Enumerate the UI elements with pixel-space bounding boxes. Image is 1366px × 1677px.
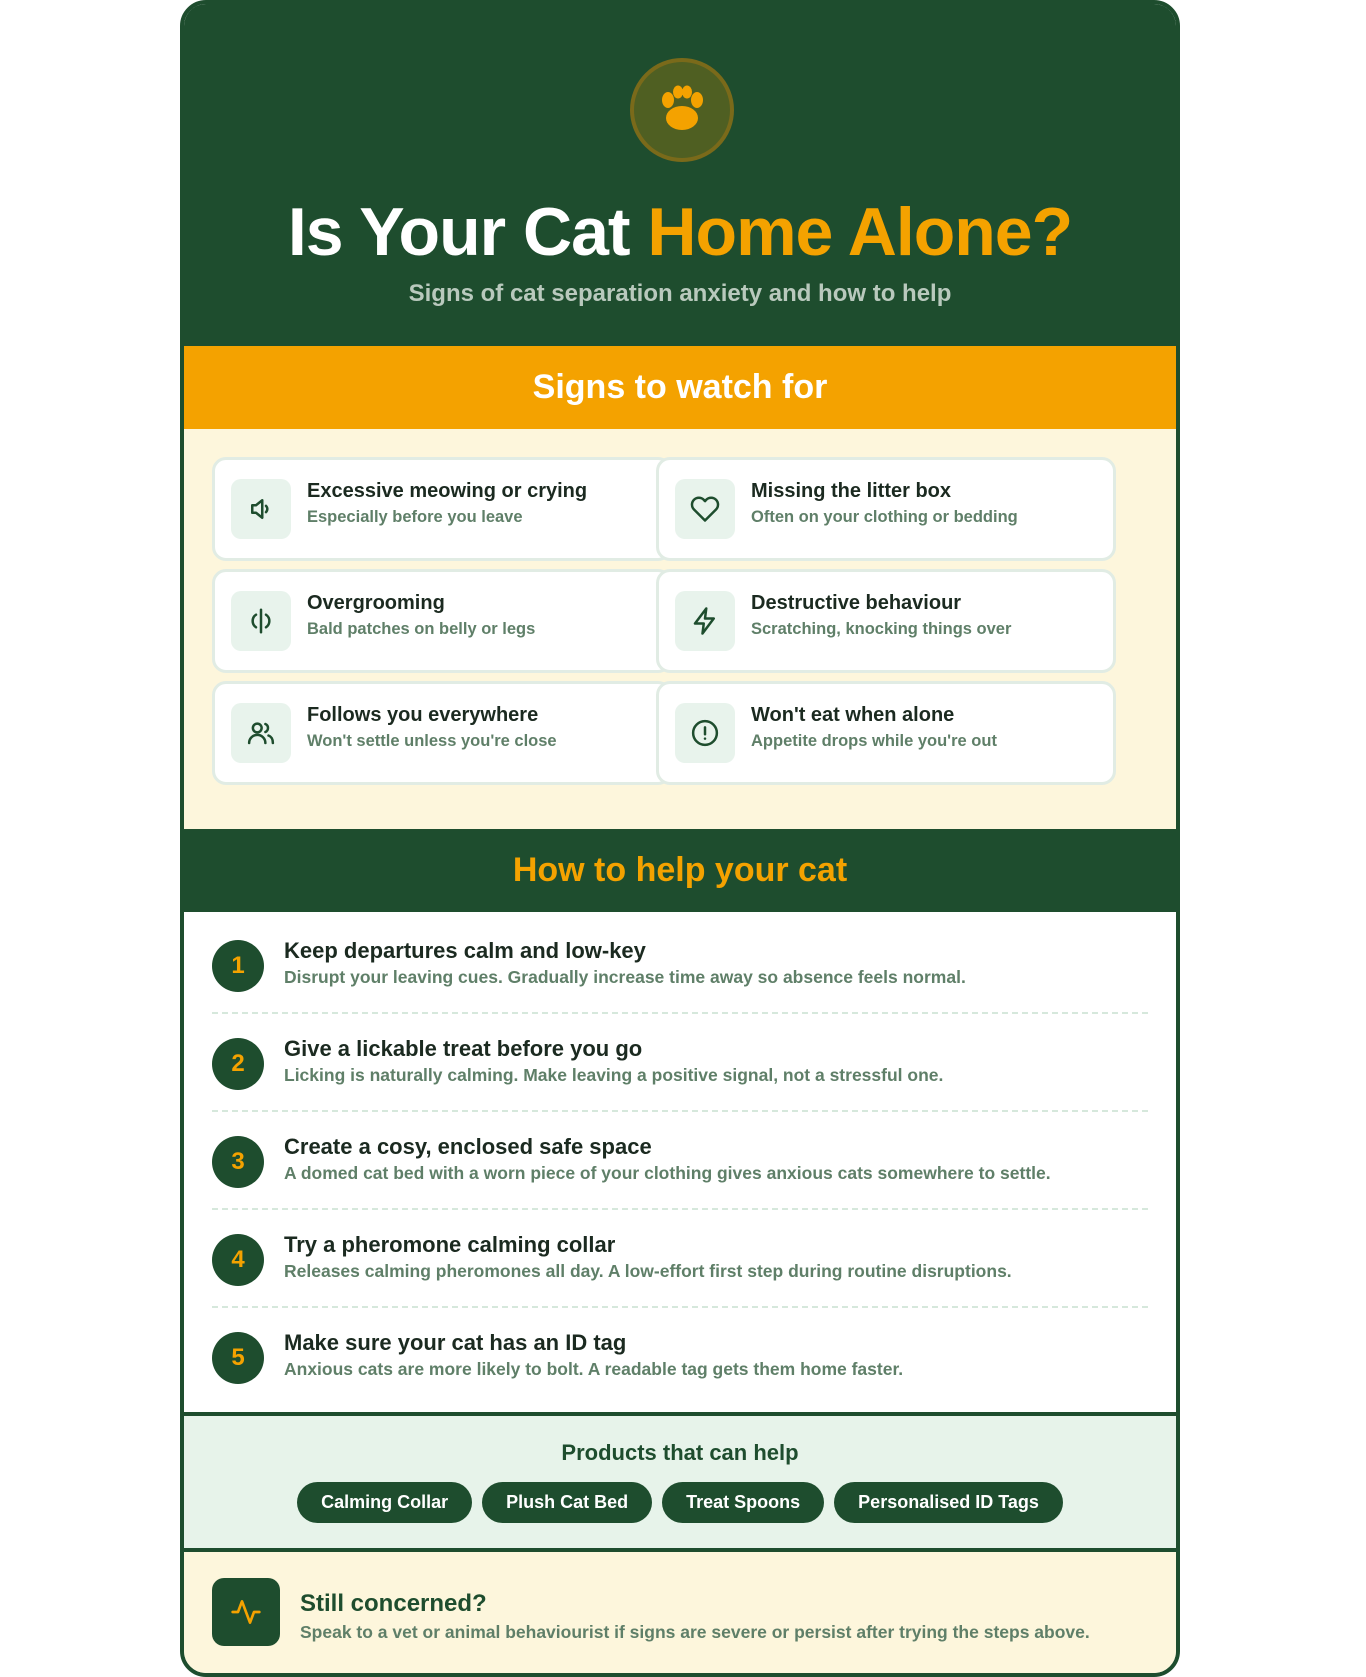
step-item — [212, 1132, 1148, 1230]
sign-desc: Scratching, knocking things over — [751, 620, 1012, 638]
sign-title: Excessive meowing or crying — [307, 480, 588, 502]
step-desc: Licking is naturally calming. Make leaving a positive signal, not a stressful one. — [284, 1065, 944, 1085]
sign-title: Destructive behaviour — [751, 592, 962, 614]
step-desc: A domed cat bed with a worn piece of your clothing gives anxious cats somewhere to settle. — [284, 1163, 1051, 1183]
step-divider — [212, 1208, 1148, 1210]
products-heading: Products that can help — [561, 1440, 799, 1465]
sign-title: Missing the litter box — [751, 480, 952, 502]
concern-title: Still concerned? — [300, 1590, 487, 1617]
step-divider — [212, 1110, 1148, 1112]
step-desc: Disrupt your leaving cues. Gradually increase time away so absence feels normal. — [284, 967, 966, 987]
step-divider — [212, 1012, 1148, 1014]
products-section — [184, 1412, 1176, 1552]
step-number: 3 — [212, 1136, 264, 1188]
sign-desc: Appetite drops while you're out — [751, 732, 997, 750]
help-heading: How to help your cat — [184, 829, 1176, 912]
step-item — [212, 1230, 1148, 1328]
step-title: Try a pheromone calming collar — [284, 1232, 616, 1257]
concern-desc: Speak to a vet or animal behaviourist if signs are severe or persist after trying the steps above. — [300, 1622, 1090, 1642]
step-title: Keep departures calm and low-key — [284, 938, 646, 963]
step-item — [212, 936, 1148, 1034]
sign-desc: Won't settle unless you're close — [307, 732, 557, 750]
lightning-icon — [675, 591, 735, 651]
step-title: Make sure your cat has an ID tag — [284, 1330, 627, 1355]
concern-section — [184, 1552, 1176, 1677]
title-main: Is Your Cat — [287, 194, 648, 270]
sign-card — [212, 569, 672, 673]
step-desc: Anxious cats are more likely to bolt. A readable tag gets them home faster. — [284, 1359, 904, 1379]
sign-title: Follows you everywhere — [307, 704, 539, 726]
sign-desc: Especially before you leave — [307, 508, 523, 526]
step-title: Give a lickable treat before you go — [284, 1036, 643, 1061]
step-number: 5 — [212, 1332, 264, 1384]
title-highlight: Home Alone? — [647, 194, 1073, 270]
product-chip-plush-cat-bed[interactable]: Plush Cat Bed — [482, 1482, 652, 1523]
hero-header — [184, 4, 1176, 346]
step-divider — [212, 1306, 1148, 1308]
step-number: 4 — [212, 1234, 264, 1286]
sign-card — [656, 457, 1116, 561]
step-number: 2 — [212, 1038, 264, 1090]
sign-card — [212, 681, 672, 785]
sign-card — [656, 681, 1116, 785]
speaker-icon — [231, 479, 291, 539]
paw-icon — [630, 58, 734, 162]
step-title: Create a cosy, enclosed safe space — [284, 1134, 652, 1159]
page-subtitle: Signs of cat separation anxiety and how to help — [408, 280, 952, 307]
alert-circle-icon — [675, 703, 735, 763]
step-item — [212, 1034, 1148, 1132]
sign-title: Overgrooming — [307, 592, 445, 614]
product-chip-calming-collar[interactable]: Calming Collar — [297, 1482, 472, 1523]
signs-heading: Signs to watch for — [184, 346, 1176, 429]
sign-card — [212, 457, 672, 561]
sign-desc: Bald patches on belly or legs — [307, 620, 536, 638]
page-title — [184, 190, 1176, 274]
infographic-card — [180, 0, 1180, 1677]
product-chips — [184, 1482, 1176, 1523]
signs-grid — [184, 429, 1176, 829]
users-icon — [231, 703, 291, 763]
heart-icon — [675, 479, 735, 539]
sign-card — [656, 569, 1116, 673]
product-chip-id-tags[interactable]: Personalised ID Tags — [834, 1482, 1063, 1523]
help-steps — [184, 912, 1176, 1412]
split-icon — [231, 591, 291, 651]
product-chip-treat-spoons[interactable]: Treat Spoons — [662, 1482, 824, 1523]
step-desc: Releases calming pheromones all day. A low-effort first step during routine disruptions. — [284, 1261, 1012, 1281]
step-number: 1 — [212, 940, 264, 992]
sign-desc: Often on your clothing or bedding — [751, 508, 1018, 526]
sign-title: Won't eat when alone — [751, 704, 955, 726]
activity-icon — [212, 1578, 280, 1646]
